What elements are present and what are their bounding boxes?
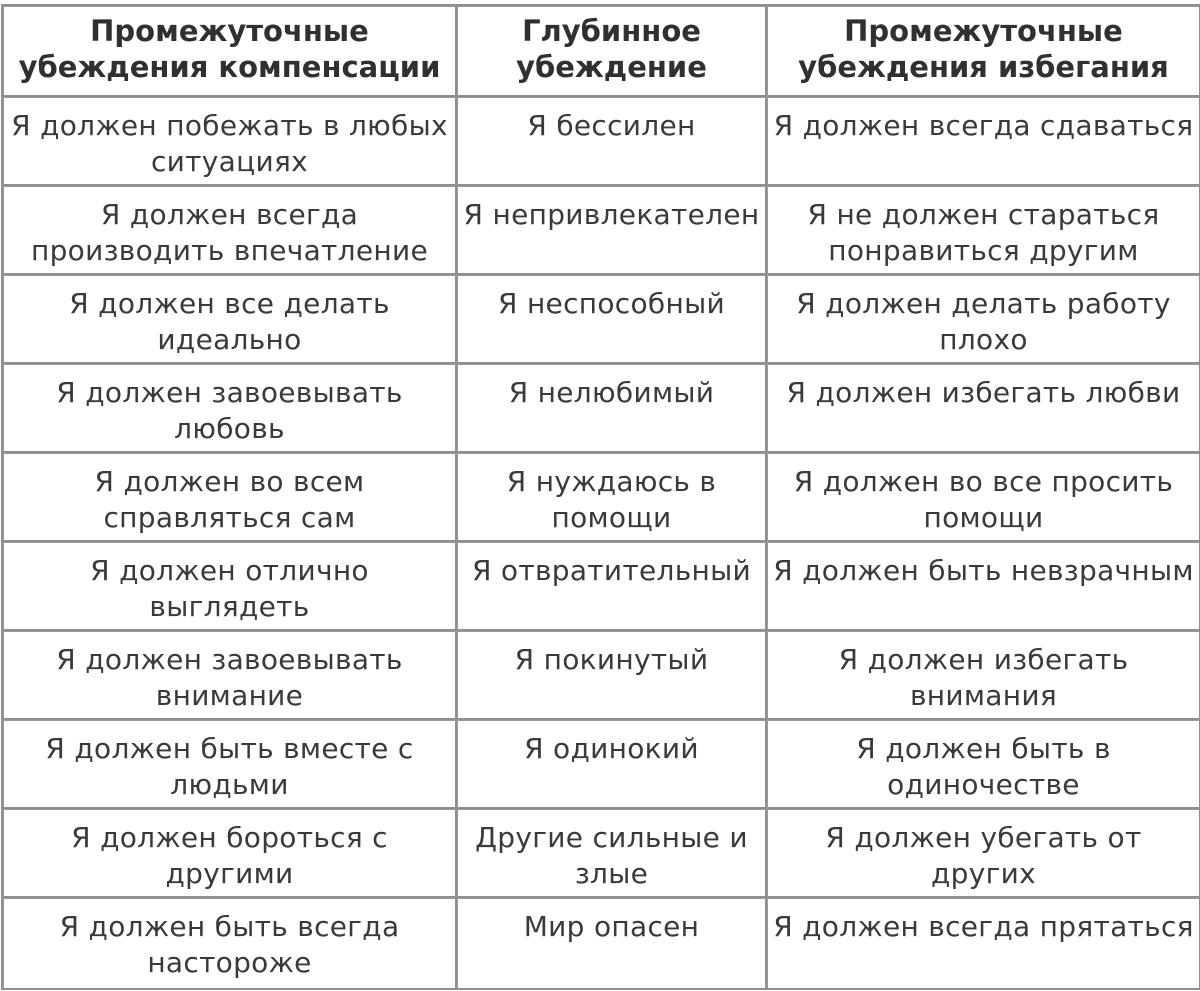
cell-compensation: Я должен завоевывать любовь xyxy=(3,364,457,453)
table-row xyxy=(3,631,1199,720)
cell-avoidance: Я должен всегда сдаваться xyxy=(767,97,1199,186)
cell-core-belief: Мир опасен xyxy=(457,898,767,988)
cell-core-belief: Я нелюбимый xyxy=(457,364,767,453)
cell-avoidance: Я не должен стараться понравиться другим xyxy=(767,186,1199,275)
cell-avoidance: Я должен убегать от других xyxy=(767,809,1199,898)
cell-compensation: Я должен бороться с другими xyxy=(3,809,457,898)
cell-core-belief: Я нуждаюсь в помощи xyxy=(457,453,767,542)
cell-avoidance: Я должен быть невзрачным xyxy=(767,542,1199,631)
cell-avoidance: Я должен избегать любви xyxy=(767,364,1199,453)
cell-compensation: Я должен все делать идеально xyxy=(3,275,457,364)
cell-core-belief: Я отвратительный xyxy=(457,542,767,631)
table-row xyxy=(3,542,1199,631)
table-row xyxy=(3,364,1199,453)
table-row xyxy=(3,186,1199,275)
cell-core-belief: Я покинутый xyxy=(457,631,767,720)
cell-avoidance: Я должен делать работу плохо xyxy=(767,275,1199,364)
table-row xyxy=(3,97,1199,186)
cell-avoidance: Я должен всегда прятаться xyxy=(767,898,1199,988)
table-row xyxy=(3,453,1199,542)
cell-compensation: Я должен побежать в любых ситуациях xyxy=(3,97,457,186)
cell-avoidance: Я должен быть в одиночестве xyxy=(767,720,1199,809)
beliefs-table xyxy=(1,4,1200,990)
header-avoidance: Промежуточные убеждения избегания xyxy=(767,6,1199,97)
table-row xyxy=(3,720,1199,809)
cell-avoidance: Я должен избегать внимания xyxy=(767,631,1199,720)
header-core-belief: Глубинное убеждение xyxy=(457,6,767,97)
cell-compensation: Я должен завоевывать внимание xyxy=(3,631,457,720)
cell-compensation: Я должен всегда производить впечатление xyxy=(3,186,457,275)
table-row xyxy=(3,275,1199,364)
cell-core-belief: Я неспособный xyxy=(457,275,767,364)
cell-core-belief: Я бессилен xyxy=(457,97,767,186)
cell-compensation: Я должен быть вместе с людьми xyxy=(3,720,457,809)
header-row xyxy=(3,6,1199,97)
cell-core-belief: Другие сильные и злые xyxy=(457,809,767,898)
header-compensation: Промежуточные убеждения компенсации xyxy=(3,6,457,97)
cell-avoidance: Я должен во все просить помощи xyxy=(767,453,1199,542)
cell-compensation: Я должен отлично выглядеть xyxy=(3,542,457,631)
cell-core-belief: Я одинокий xyxy=(457,720,767,809)
cell-compensation: Я должен быть всегда настороже xyxy=(3,898,457,988)
cell-core-belief: Я непривлекателен xyxy=(457,186,767,275)
cell-compensation: Я должен во всем справляться сам xyxy=(3,453,457,542)
table-row xyxy=(3,898,1199,988)
table-row xyxy=(3,809,1199,898)
